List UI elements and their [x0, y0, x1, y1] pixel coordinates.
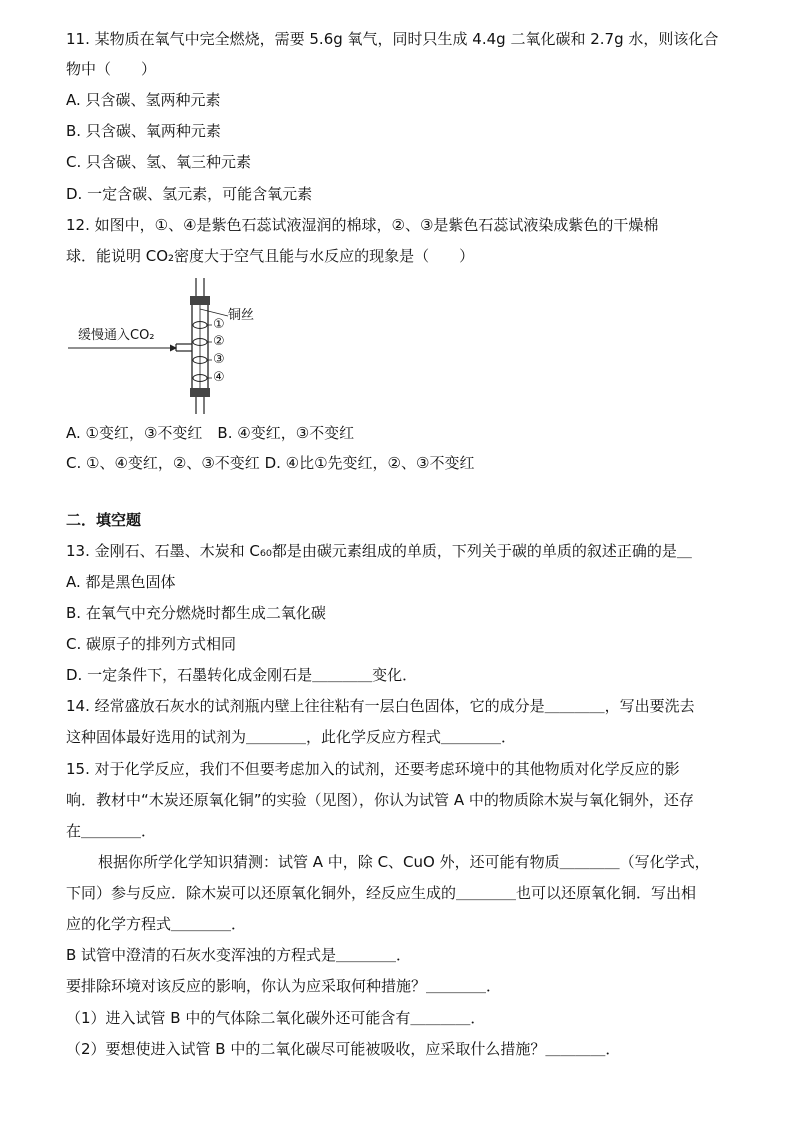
q12-options-row-2: C. ①、④变红，②、③不变红 D. ④比①先变红，②、③不变红	[66, 454, 475, 472]
co2-tube-diagram	[66, 276, 296, 416]
q14-line-1: 14. 经常盛放石灰水的试剂瓶内壁上往往粘有一层白色固体，它的成分是＿＿＿＿，写出要洗去	[66, 697, 695, 715]
q15-limewater-equation-line: B 试管中澄清的石灰水变浑浊的方程式是＿＿＿＿．	[66, 946, 412, 964]
ball-label-2: ②	[213, 334, 225, 349]
tube-drawing	[66, 276, 296, 416]
q13-option-d: D. 一定条件下，石墨转化成金刚石是＿＿＿＿变化．	[66, 666, 418, 684]
q15-sub-question-2: （2）要想使进入试管 B 中的二氧化碳尽可能被吸收，应采取什么措施？＿＿＿＿．	[66, 1040, 621, 1058]
q15-measures-line: 要排除环境对该反应的影响，你认为应采取何种措施？＿＿＿＿．	[66, 977, 502, 995]
q15-line-1: 15. 对于化学反应，我们不但要考虑加入的试剂，还要考虑环境中的其他物质对化学反应的影	[66, 760, 680, 778]
q15-paragraph-2-line-2: 下同）参与反应．除木炭可以还原氧化铜外，经反应生成的＿＿＿＿也可以还原氧化铜．写出相	[66, 884, 697, 902]
q11-option-d: D. 一定含碳、氢元素，可能含氧元素	[66, 185, 313, 203]
q15-line-3: 在＿＿＿＿．	[66, 822, 157, 840]
q12-stem-line-1: 12. 如图中，①、④是紫色石蕊试液湿润的棉球，②、③是紫色石蕊试液染成紫色的干燥棉	[66, 216, 659, 234]
ball-label-3: ③	[213, 352, 225, 367]
copper-wire-label: 铜丝	[228, 308, 255, 323]
q12-options-row-1: A. ①变红，③不变红 B. ④变红，③不变红	[66, 424, 355, 442]
q15-paragraph-2-line-3: 应的化学方程式＿＿＿＿．	[66, 915, 247, 933]
q11-stem-line-1: 11. 某物质在氧气中完全燃烧，需要 5.6g 氧气，同时只生成 4.4g 二氧化碳和 2.7g 水，则该化合	[66, 30, 719, 48]
q12-stem-line-2: 球．能说明 CO₂密度大于空气且能与水反应的现象是（ ）	[66, 247, 475, 265]
q13-option-a: A. 都是黑色固体	[66, 573, 176, 591]
q13-option-b: B. 在氧气中充分燃烧时都生成二氧化碳	[66, 604, 326, 622]
q13-stem: 13. 金刚石、石墨、木炭和 C₆₀都是由碳元素组成的单质，下列关于碳的单质的叙述正确的是＿	[66, 542, 692, 560]
q11-stem-line-2: 物中（ ）	[66, 60, 157, 78]
ball-label-4: ④	[213, 370, 225, 385]
q13-option-c: C. 碳原子的排列方式相同	[66, 635, 237, 653]
q15-line-2: 响．教材中“木炭还原氧化铜”的实验（见图），你认为试管 A 中的物质除木炭与氧化铜外，还存	[66, 791, 694, 809]
q11-option-c: C. 只含碳、氢、氧三种元素	[66, 153, 252, 171]
q14-line-2: 这种固体最好选用的试剂为＿＿＿＿，此化学反应方程式＿＿＿＿．	[66, 728, 517, 746]
co2-inlet-label: 缓慢通入CO₂	[78, 328, 155, 343]
ball-label-1: ①	[213, 317, 225, 332]
q11-option-b: B. 只含碳、氧两种元素	[66, 122, 221, 140]
q11-option-a: A. 只含碳、氢两种元素	[66, 91, 221, 109]
q15-paragraph-2-line-1: 根据你所学化学知识猜测：试管 A 中，除 C、CuO 外，还可能有物质＿＿＿＿（写化学式，	[98, 853, 710, 871]
section-title-fill-in: 二．填空题	[66, 511, 142, 529]
q15-sub-question-1: （1）进入试管 B 中的气体除二氧化碳外还可能含有＿＿＿＿．	[66, 1009, 486, 1027]
